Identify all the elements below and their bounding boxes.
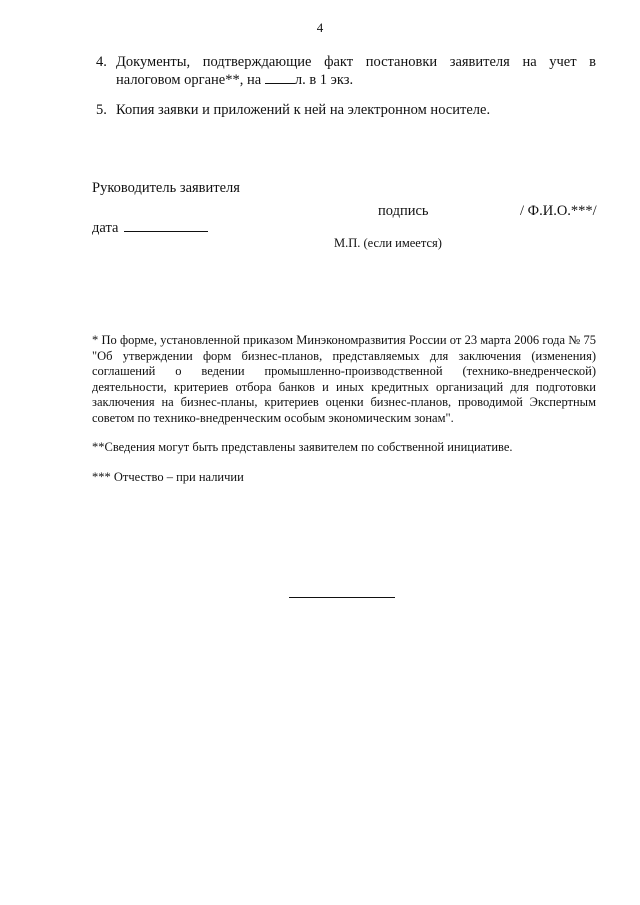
attachments-list	[96, 53, 596, 131]
list-item	[96, 53, 596, 89]
footnote-2: **Сведения могут быть представлены заявителем по собственной инициативе.	[92, 440, 513, 454]
seal-label: М.П. (если имеется)	[334, 236, 442, 250]
footnotes	[92, 333, 596, 499]
footnote-1: * По форме, установленной приказом Минэкономразвития России от 23 марта 2006 года № 75 "Об утверждении форм бизнес-планов, представляемых для заключения (изменения) соглашений о ведении промышленно-производственной (технико-внедренческой) деятельности, критериев отбора банков и иных кредитных организаций для подготовки заключения на бизнес-планы, критериев оценки бизнес-планов, проводимой Экспертным советом по технико-внедренческим особым экономическим зонам".	[92, 333, 596, 425]
sheet-count-blank	[265, 71, 295, 84]
date-row	[92, 219, 208, 237]
list-item-text-before: Документы, подтверждающие факт постановки заявителя на учет в налоговом органе**, на	[116, 54, 596, 88]
list-item-text	[116, 53, 596, 89]
list-item-number: 5.	[96, 102, 107, 118]
footnote-3: *** Отчество – при наличии	[92, 469, 244, 484]
signature-sign-label: подпись	[378, 203, 429, 219]
list-item	[96, 101, 596, 119]
list-item-text: Копия заявки и приложений к ней на электронном носителе.	[116, 102, 491, 118]
list-item-number: 4.	[96, 54, 107, 70]
list-item-text-after: л. в 1 экз.	[294, 72, 354, 88]
end-divider-line	[289, 597, 395, 598]
signature-head-label: Руководитель заявителя	[92, 180, 240, 196]
date-blank-line	[124, 219, 208, 232]
date-label: дата	[92, 220, 119, 236]
signature-fio-label: / Ф.И.О.***/	[520, 203, 597, 219]
page-number: 4	[316, 20, 324, 35]
